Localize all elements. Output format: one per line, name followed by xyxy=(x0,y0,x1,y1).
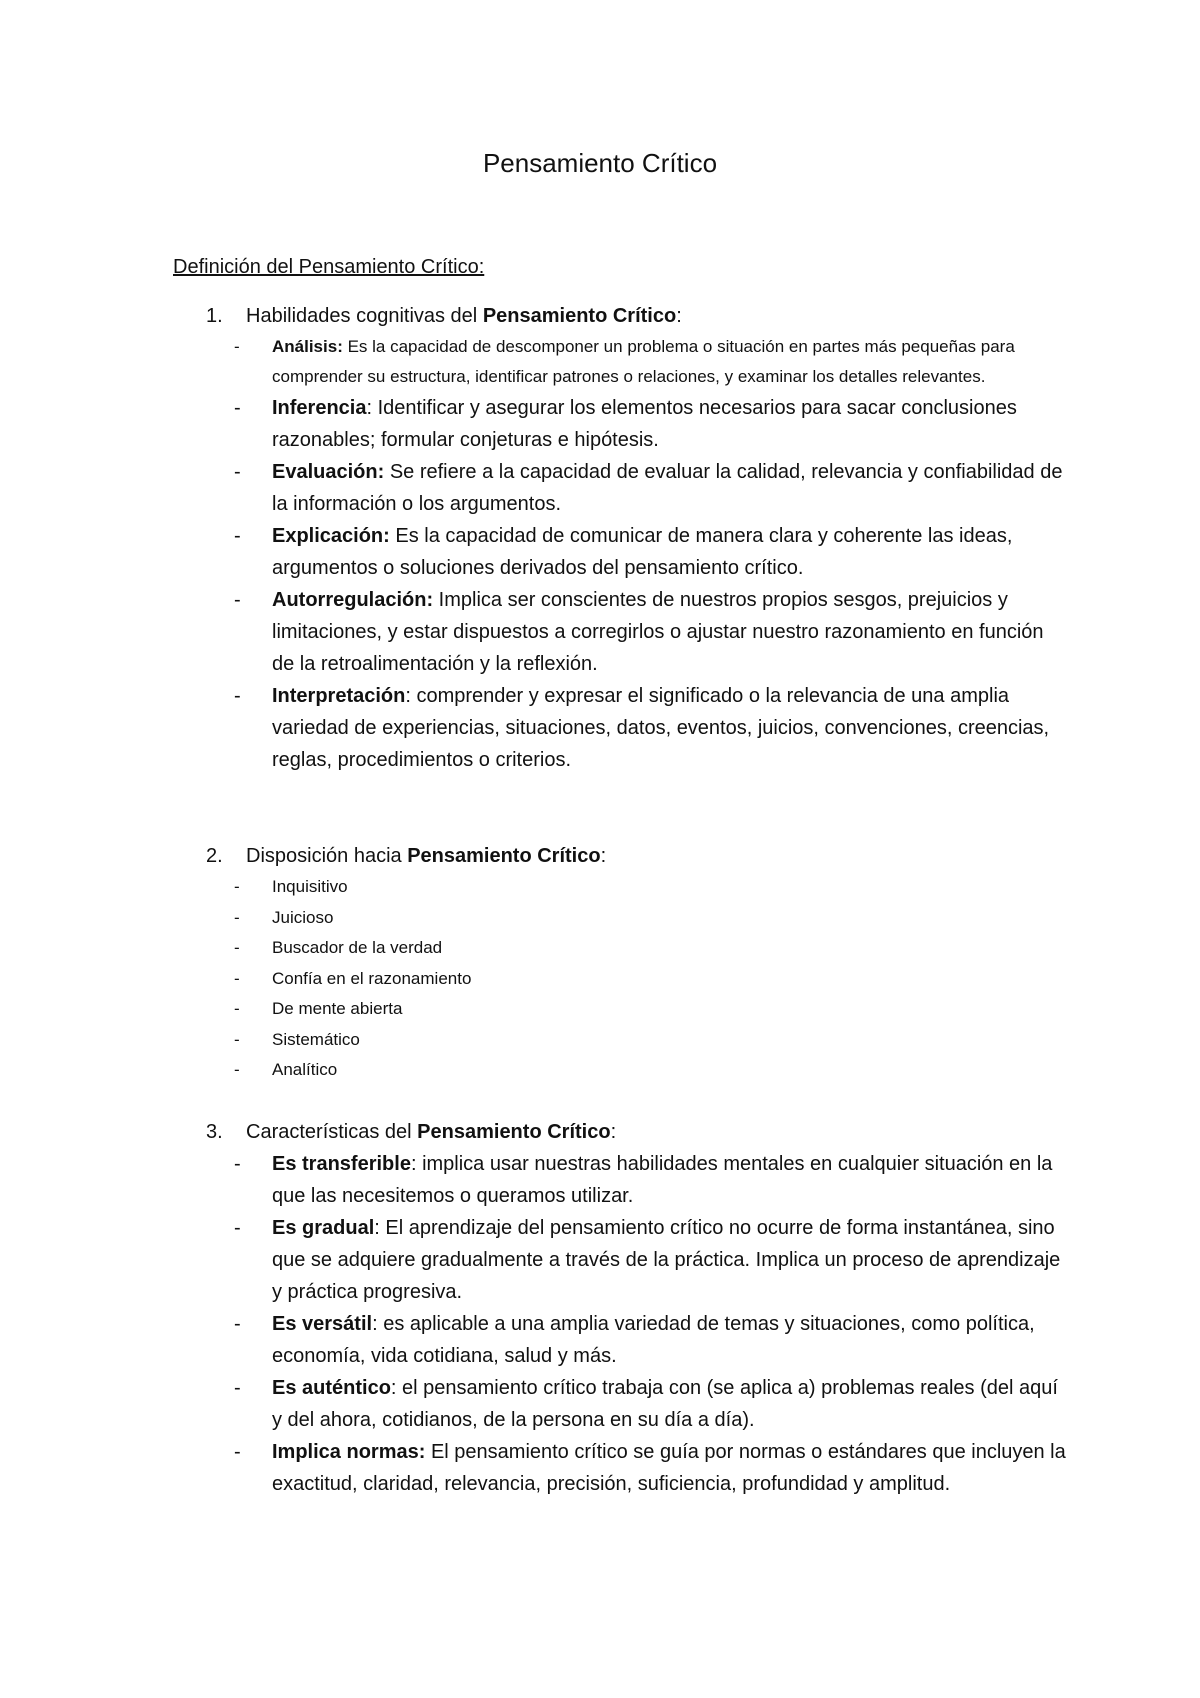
dash-marker: - xyxy=(234,1377,241,1399)
list-item: - Evaluación: Se refiere a la capacidad de evaluar la calidad, relevancia y confiabilidad de la información o los argumentos. xyxy=(206,456,1066,520)
document-title: Pensamiento Crítico xyxy=(482,148,718,178)
section-heading xyxy=(206,300,1066,332)
dash-marker: - xyxy=(234,397,241,419)
list-item: - De mente abierta xyxy=(206,994,1066,1025)
dash-marker: - xyxy=(234,999,240,1018)
section-number: 2. xyxy=(206,845,223,867)
dash-marker: - xyxy=(234,685,241,707)
dash-marker: - xyxy=(234,1313,241,1335)
list-item: - Sistemático xyxy=(206,1025,1066,1056)
dash-marker: - xyxy=(234,938,240,957)
list-item: - Inquisitivo xyxy=(206,872,1066,903)
dash-marker: - xyxy=(234,337,240,356)
section-heading xyxy=(206,1116,1066,1148)
dash-marker: - xyxy=(234,1029,240,1049)
section-number: 3. xyxy=(206,1121,223,1143)
disposition-list xyxy=(206,872,1066,1086)
list-item: - Inferencia: Identificar y asegurar los elementos necesarios para sacar conclusiones razonables; formular conjeturas e hipótesis. xyxy=(206,392,1066,456)
section-heading-text: Habilidades cognitivas del Pensamiento Crítico: xyxy=(246,305,682,327)
dash-marker: - xyxy=(234,877,240,896)
skills-list xyxy=(206,332,1066,776)
dash-marker: - xyxy=(234,461,241,483)
list-item: - Implica normas: El pensamiento crítico se guía por normas o estándares que incluyen la exactitud, claridad, relevancia, precisión, suficiencia, profundidad y amplitud. xyxy=(206,1436,1066,1500)
list-item: - Autorregulación: Implica ser conscientes de nuestros propios sesgos, prejuicios y limitaciones, y estar dispuestos a corregirlos o ajustar nuestro razonamiento en función de la retroalimentación y la reflexión. xyxy=(206,584,1066,680)
definition-heading: Definición del Pensamiento Crítico: xyxy=(173,256,485,278)
dash-marker: - xyxy=(234,907,240,927)
section-heading xyxy=(206,840,1066,872)
list-item: - Explicación: Es la capacidad de comunicar de manera clara y coherente las ideas, argumentos o soluciones derivados del pensamiento crítico. xyxy=(206,520,1066,584)
characteristics-list xyxy=(206,1148,1066,1500)
list-item: - Confía en el razonamiento xyxy=(206,964,1066,995)
dash-marker: - xyxy=(234,1153,241,1175)
section-number: 1. xyxy=(206,305,223,327)
list-item: - Es versátil: es aplicable a una amplia variedad de temas y situaciones, como política, economía, vida cotidiana, salud y más. xyxy=(206,1308,1066,1372)
dash-marker: - xyxy=(234,1217,241,1239)
dash-marker: - xyxy=(234,525,241,547)
section-characteristics xyxy=(206,1116,1066,1500)
dash-marker: - xyxy=(234,968,240,988)
list-item: - Análisis: Es la capacidad de descomponer un problema o situación en partes más pequeñas para comprender su estructura, identificar patrones o relaciones, y examinar los detalles relevantes. xyxy=(206,332,1066,392)
list-item: - Buscador de la verdad xyxy=(206,933,1066,964)
section-heading-text: Disposición hacia Pensamiento Crítico: xyxy=(246,845,607,867)
dash-marker: - xyxy=(234,1441,241,1463)
list-item: - Juicioso xyxy=(206,903,1066,934)
list-item: - Es transferible: implica usar nuestras habilidades mentales en cualquier situación en la que las necesitemos o queramos utilizar. xyxy=(206,1148,1066,1212)
section-disposition xyxy=(206,840,1066,1086)
section-heading-text: Características del Pensamiento Crítico: xyxy=(246,1121,617,1143)
list-item: - Es gradual: El aprendizaje del pensamiento crítico no ocurre de forma instantánea, sino que se adquiere gradualmente a través de la práctica. Implica un proceso de aprendizaje y práctica progresiva. xyxy=(206,1212,1066,1308)
dash-marker: - xyxy=(234,589,241,611)
list-item: - Interpretación: comprender y expresar el significado o la relevancia de una amplia variedad de experiencias, situaciones, datos, eventos, juicios, convenciones, creencias, reglas, procedimientos o criterios. xyxy=(206,680,1066,776)
dash-marker: - xyxy=(234,1060,240,1079)
section-cognitive-skills xyxy=(206,300,1066,776)
list-item: - Analítico xyxy=(206,1055,1066,1086)
list-item: - Es auténtico: el pensamiento crítico trabaja con (se aplica a) problemas reales (del aquí y del ahora, cotidianos, de la persona en su día a día). xyxy=(206,1372,1066,1436)
